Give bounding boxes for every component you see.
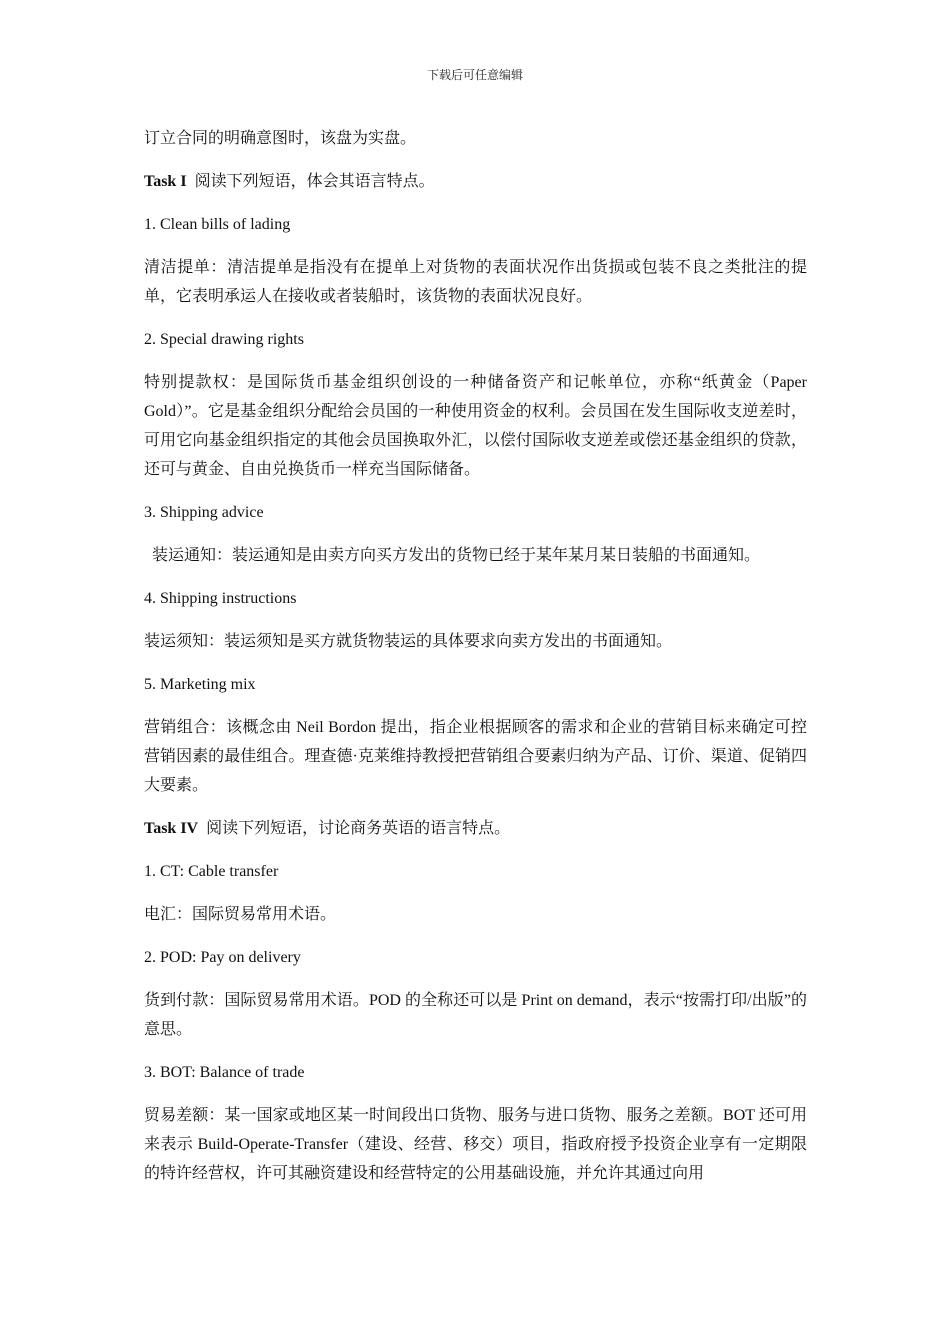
- definition-cable-transfer: 电汇：国际贸易常用术语。: [144, 906, 337, 923]
- definition-marketing-mix: 营销组合：该概念由 Neil Bordon 提出，指企业根据顾客的需求和企业的营销目标来确定可控营销因素的最佳组合。理查德·克莱维持教授把营销组合要素归纳为产品、订价、渠道、促销四大要素。: [144, 719, 807, 794]
- term-marketing-mix: 5. Marketing mix: [144, 676, 256, 693]
- definition-shipping-advice: 装运通知：装运通知是由卖方向买方发出的货物已经于某年某月某日装船的书面通知。: [152, 547, 761, 564]
- task-4-heading: [144, 814, 807, 843]
- definition-clean-bills-of-lading: 清洁提单：清洁提单是指没有在提单上对货物的表面状况作出货损或包装不良之类批注的提单，它表明承运人在接收或者装船时，该货物的表面状况良好。: [144, 259, 807, 305]
- term-shipping-instructions: 4. Shipping instructions: [144, 590, 297, 607]
- task-1-heading: [144, 167, 807, 196]
- definition-special-drawing-rights: 特别提款权：是国际货币基金组织创设的一种储备资产和记帐单位，亦称“纸黄金（Paper Gold）”。它是基金组织分配给会员国的一种使用资金的权利。会员国在发生国际收支逆差时，可用它向基金组织指定的其他会员国换取外汇，以偿付国际收支逆差或偿还基金组织的贷款，还可与黄金、自由兑换货币一样充当国际储备。: [144, 374, 807, 478]
- definition-balance-of-trade: 贸易差额：某一国家或地区某一时间段出口货物、服务与进口货物、服务之差额。BOT 还可用来表示 Build-Operate-Transfer（建设、经营、移交）项目，指政府授予投资企业享有一定期限的特许经营权，许可其融资建设和经营特定的公用基础设施，并允许其通过向用: [144, 1107, 807, 1182]
- term-balance-of-trade: 3. BOT: Balance of trade: [144, 1064, 305, 1081]
- term-special-drawing-rights: 2. Special drawing rights: [144, 331, 304, 348]
- definition-shipping-instructions: 装运须知：装运须知是买方就货物装运的具体要求向卖方发出的书面通知。: [144, 633, 673, 650]
- definition-pay-on-delivery: 货到付款：国际贸易常用术语。POD 的全称还可以是 Print on demand，表示“按需打印/出版”的意思。: [144, 992, 807, 1038]
- page-header: 下载后可任意编辑: [426, 68, 523, 82]
- task-1-label: Task I: [144, 173, 187, 190]
- task-4-label: Task IV: [144, 820, 199, 837]
- intro-paragraph: 订立合同的明确意图时，该盘为实盘。: [144, 130, 417, 147]
- term-cable-transfer: 1. CT: Cable transfer: [144, 863, 279, 880]
- document-body: [144, 124, 807, 1202]
- task-1-instruction: 阅读下列短语，体会其语言特点。: [194, 173, 435, 190]
- term-shipping-advice: 3. Shipping advice: [144, 504, 264, 521]
- term-clean-bills-of-lading: 1. Clean bills of lading: [144, 216, 291, 233]
- term-pay-on-delivery: 2. POD: Pay on delivery: [144, 949, 301, 966]
- task-4-instruction: 阅读下列短语，讨论商务英语的语言特点。: [206, 820, 511, 837]
